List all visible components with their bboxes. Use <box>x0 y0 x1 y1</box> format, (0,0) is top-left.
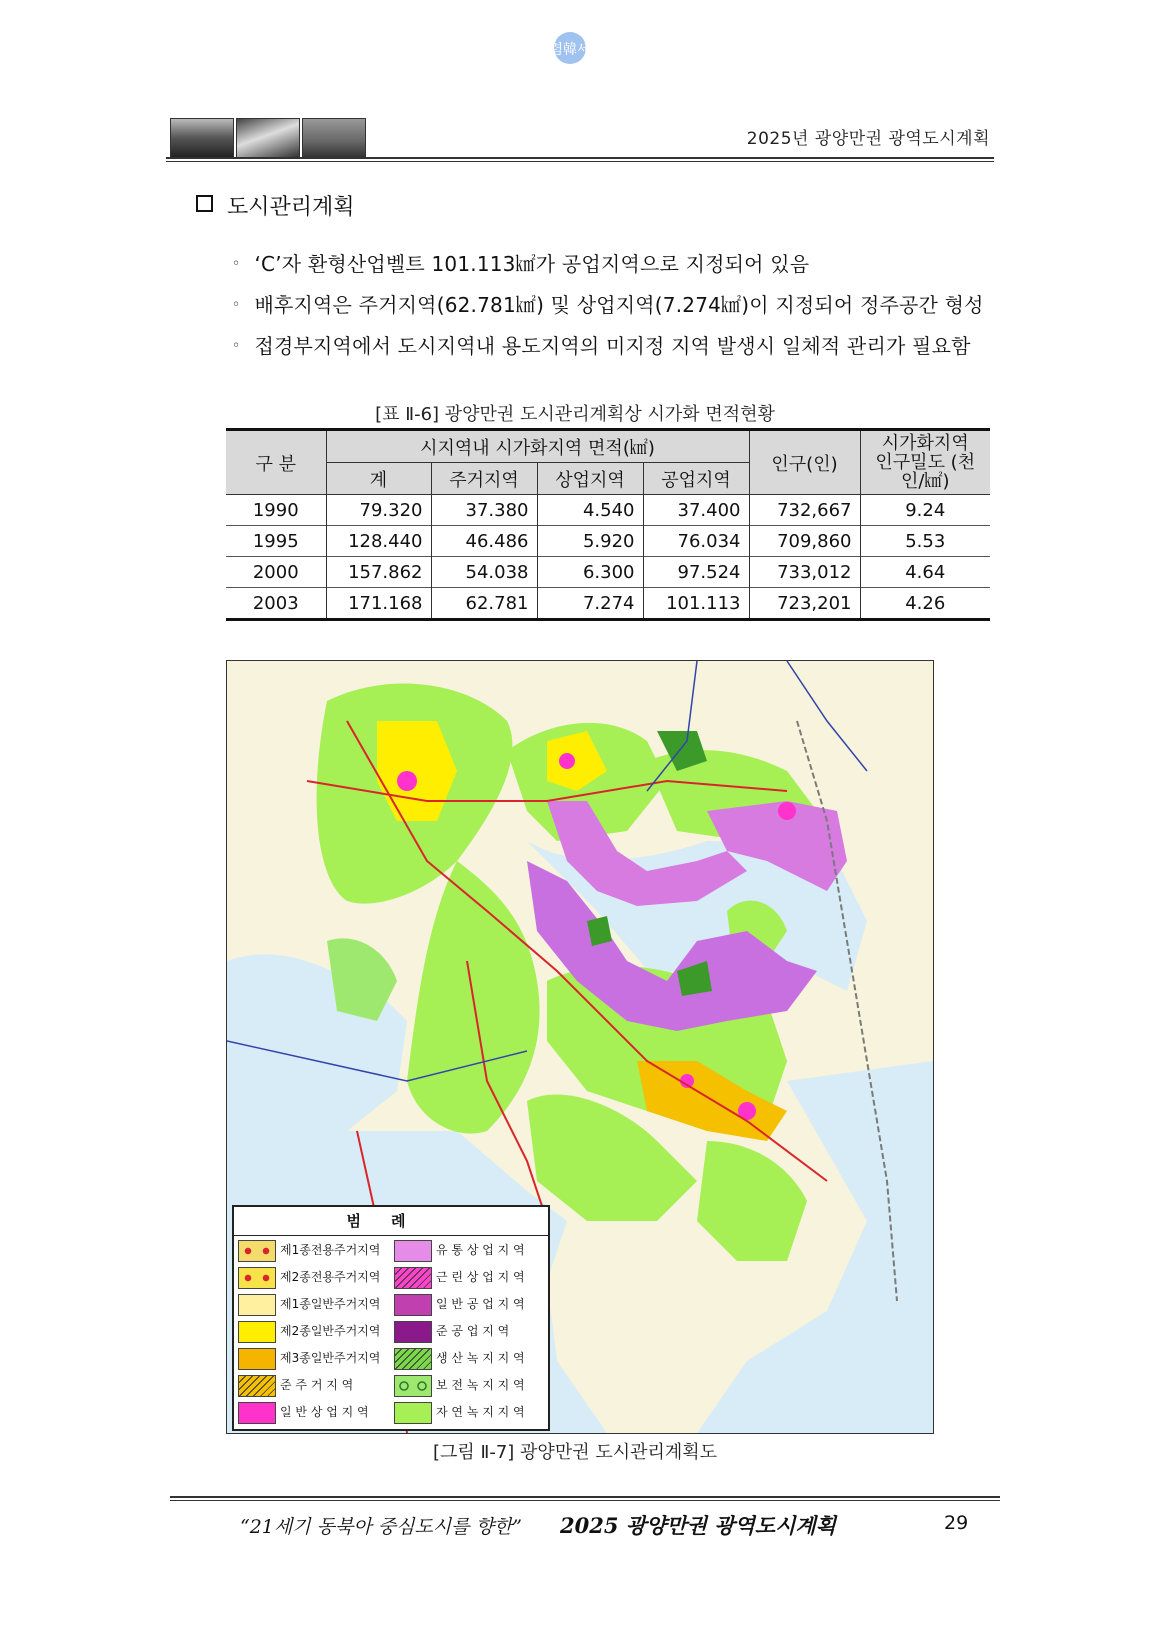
legend-swatch <box>394 1375 432 1397</box>
legend-label: 제2종전용주거지역 <box>280 1270 381 1284</box>
cell-population: 732,667 <box>749 495 860 526</box>
logo-text: 청렴韓세상 <box>535 42 605 58</box>
th-industrial: 공업지역 <box>643 463 749 495</box>
legend-label: 생 산 녹 지 지 역 <box>436 1351 525 1365</box>
map-legend <box>232 1205 550 1431</box>
legend-item <box>392 1318 547 1344</box>
table-caption: [표 Ⅱ-6] 광양만권 도시관리계획상 시가화 면적현황 <box>375 404 775 425</box>
legend-swatch <box>238 1240 276 1262</box>
legend-swatch <box>238 1402 276 1424</box>
footer-rule <box>170 1496 1000 1498</box>
legend-label: 유 통 상 업 지 역 <box>436 1243 525 1257</box>
bullet-item <box>232 289 984 318</box>
legend-item <box>236 1291 391 1317</box>
cell-total: 171.168 <box>326 588 431 620</box>
table-row <box>226 557 990 588</box>
cell-industrial: 97.524 <box>643 557 749 588</box>
cell-density: 5.53 <box>860 526 990 557</box>
header-photo <box>236 118 300 158</box>
bullet-text: 배후지역은 주거지역(62.781㎢) 및 상업지역(7.274㎢)이 지정되어 정주공간 형성 <box>254 293 984 317</box>
th-residential: 주거지역 <box>431 463 537 495</box>
cell-residential: 46.486 <box>431 526 537 557</box>
legend-item <box>236 1372 391 1398</box>
legend-item <box>236 1399 391 1425</box>
legend-title: 범례 <box>234 1207 548 1236</box>
logo <box>450 18 690 78</box>
table-row <box>226 526 990 557</box>
cell-industrial: 37.400 <box>643 495 749 526</box>
header-photo-strip <box>170 118 366 158</box>
legend-swatch <box>238 1294 276 1316</box>
table-row <box>226 588 990 620</box>
checkbox-icon <box>196 195 213 212</box>
th-total: 계 <box>326 463 431 495</box>
cell-total: 157.862 <box>326 557 431 588</box>
cell-density: 4.64 <box>860 557 990 588</box>
header-photo <box>302 118 366 158</box>
cell-commercial: 6.300 <box>537 557 643 588</box>
bullet-icon: ◦ <box>232 297 241 313</box>
bullet-icon: ◦ <box>232 256 241 272</box>
legend-label: 제1종전용주거지역 <box>280 1243 381 1257</box>
th-density: 시가화지역 인구밀도 (천인/㎢) <box>860 430 990 495</box>
legend-swatch <box>394 1267 432 1289</box>
cell-density: 4.26 <box>860 588 990 620</box>
header-title: 2025년 광양만권 광역도시계획 <box>746 129 990 149</box>
footer-slogan: “21세기 동북아 중심도시를 향한” <box>240 1516 522 1538</box>
th-commercial: 상업지역 <box>537 463 643 495</box>
legend-item <box>392 1345 547 1371</box>
legend-label: 근 린 상 업 지 역 <box>436 1270 525 1284</box>
cell-density: 9.24 <box>860 495 990 526</box>
header-rule <box>166 161 994 162</box>
legend-label: 제3종일반주거지역 <box>280 1351 381 1365</box>
bullet-text: ‘C’자 환형산업벨트 101.113㎢가 공업지역으로 지정되어 있음 <box>254 252 810 276</box>
legend-label: 일 반 상 업 지 역 <box>280 1405 369 1419</box>
bullet-item <box>232 330 971 359</box>
cell-residential: 54.038 <box>431 557 537 588</box>
legend-label: 제1종일반주거지역 <box>280 1297 381 1311</box>
legend-swatch <box>394 1240 432 1262</box>
legend-label: 제2종일반주거지역 <box>280 1324 381 1338</box>
cell-total: 79.320 <box>326 495 431 526</box>
cell-population: 733,012 <box>749 557 860 588</box>
legend-item <box>392 1237 547 1263</box>
legend-label: 준 주 거 지 역 <box>280 1378 354 1392</box>
legend-item <box>236 1318 391 1344</box>
legend-swatch <box>394 1321 432 1343</box>
cell-residential: 62.781 <box>431 588 537 620</box>
urbanized-area-table <box>226 428 990 621</box>
legend-label: 일 반 공 업 지 역 <box>436 1297 525 1311</box>
legend-swatch <box>238 1375 276 1397</box>
legend-swatch <box>394 1402 432 1424</box>
th-area-group: 시지역내 시가화지역 면적(㎢) <box>326 430 749 463</box>
cell-commercial: 5.920 <box>537 526 643 557</box>
th-population: 인구(인) <box>749 430 860 495</box>
legend-label: 자 연 녹 지 지 역 <box>436 1405 525 1419</box>
legend-swatch <box>394 1348 432 1370</box>
figure-caption: [그림 Ⅱ-7] 광양만권 도시관리계획도 <box>432 1442 718 1463</box>
page-number: 29 <box>944 1512 969 1534</box>
bullet-text: 접경부지역에서 도시지역내 용도지역의 미지정 지역 발생시 일체적 관리가 필요함 <box>254 334 971 358</box>
bullet-icon: ◦ <box>232 338 241 354</box>
legend-item <box>236 1264 391 1290</box>
cell-commercial: 7.274 <box>537 588 643 620</box>
legend-item <box>392 1399 547 1425</box>
legend-swatch <box>238 1267 276 1289</box>
cell-population: 709,860 <box>749 526 860 557</box>
bullet-item <box>232 248 809 277</box>
cell-year: 2000 <box>226 557 326 588</box>
section-heading <box>196 190 355 221</box>
cell-commercial: 4.540 <box>537 495 643 526</box>
footer-plan-title: 2025 광양만권 광역도시계획 <box>560 1513 836 1538</box>
cell-industrial: 76.034 <box>643 526 749 557</box>
table-row <box>226 495 990 526</box>
cell-population: 723,201 <box>749 588 860 620</box>
cell-year: 1990 <box>226 495 326 526</box>
cell-year: 1995 <box>226 526 326 557</box>
section-title: 도시관리계획 <box>227 195 355 220</box>
cell-year: 2003 <box>226 588 326 620</box>
legend-label: 보 전 녹 지 지 역 <box>436 1378 525 1392</box>
legend-item <box>392 1372 547 1398</box>
legend-item <box>392 1291 547 1317</box>
header-rule <box>166 157 994 159</box>
cell-industrial: 101.113 <box>643 588 749 620</box>
legend-swatch <box>238 1321 276 1343</box>
th-category: 구 분 <box>226 430 326 495</box>
cell-total: 128.440 <box>326 526 431 557</box>
legend-swatch <box>394 1294 432 1316</box>
legend-item <box>236 1345 391 1371</box>
legend-item <box>236 1237 391 1263</box>
legend-label: 준 공 업 지 역 <box>436 1324 510 1338</box>
header-photo <box>170 118 234 158</box>
footer-rule <box>170 1500 1000 1501</box>
legend-item <box>392 1264 547 1290</box>
legend-swatch <box>238 1348 276 1370</box>
cell-residential: 37.380 <box>431 495 537 526</box>
